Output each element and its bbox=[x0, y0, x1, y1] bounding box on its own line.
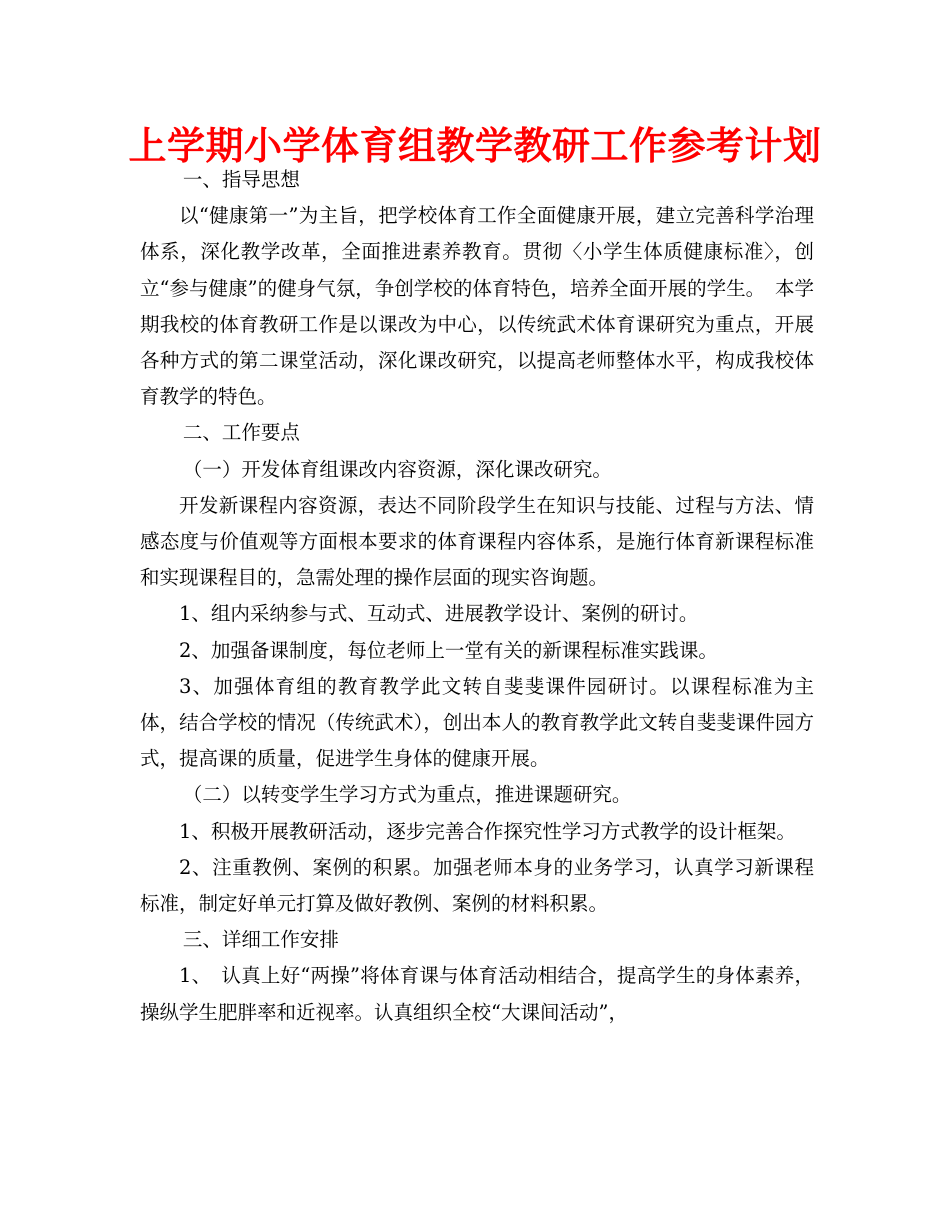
subsection-heading-curriculum-resources: （一）开发体育组课改内容资源，深化课改研究。 bbox=[182, 457, 612, 481]
document-title: 上学期小学体育组教学教研工作参考计划 bbox=[128, 124, 822, 168]
section-heading-work-arrangement: 三、详细工作安排 bbox=[182, 928, 339, 952]
section-heading-guiding-ideology: 一、指导思想 bbox=[182, 168, 300, 191]
paragraph-guiding-ideology: 以“健康第一”为主旨，把学校体育工作全面健康开展，建立完善科学治理体系，深化教学改革，全面推进素养教育。贯彻〈小学生体质健康标准〉，创立“参与健康”的健身气氛，争创学校的体育特色，培养全面开展的学生。 本学期我校的体育教研工作是以课改为中心，以传统武术体育课研究为重点，开展各种方式的第二课堂活动，深化课改研究，以提高老师整体水平，构成我校体育教学的特色。 bbox=[140, 204, 814, 409]
list-item-3: 3、加强体育组的教育教学此文转自斐斐课件园研讨。以课程标准为主体，结合学校的情况（传统武术），创出本人的教育教学此文转自斐斐课件园方式，提高课的质量，促进学生身体的健康开展。 bbox=[140, 674, 814, 771]
paragraph-curriculum-resources: 开发新课程内容资源，表达不同阶段学生在知识与技能、过程与方法、情感态度与价值观等方面根本要求的体育课程内容体系，是施行体育新课程标准和实现课程目的，急需处理的操作层面的现实咨询题。 bbox=[140, 493, 814, 590]
list-item-2: 2、加强备课制度，每位老师上一堂有关的新课程标准实践课。 bbox=[179, 638, 718, 662]
document-body bbox=[140, 162, 814, 1031]
section-heading-work-points: 二、工作要点 bbox=[182, 421, 300, 445]
list-item-4: 1、积极开展教研活动，逐步完善合作探究性学习方式教学的设计框架。 bbox=[179, 819, 796, 843]
list-item-5: 2、注重教例、案例的积累。加强老师本身的业务学习，认真学习新课程标准，制定好单元打算及做好教例、案例的材料积累。 bbox=[140, 855, 814, 916]
list-item-6: 1、 认真上好“两操”将体育课与体育活动相结合，提高学生的身体素养，操纵学生肥胖率和近视率。认真组织全校“大课间活动”， bbox=[140, 964, 814, 1024]
subsection-heading-learning-methods: （二）以转变学生学习方式为重点，推进课题研究。 bbox=[182, 783, 632, 807]
list-item-1: 1、组内采纳参与式、互动式、进展教学设计、案例的研讨。 bbox=[179, 602, 699, 626]
